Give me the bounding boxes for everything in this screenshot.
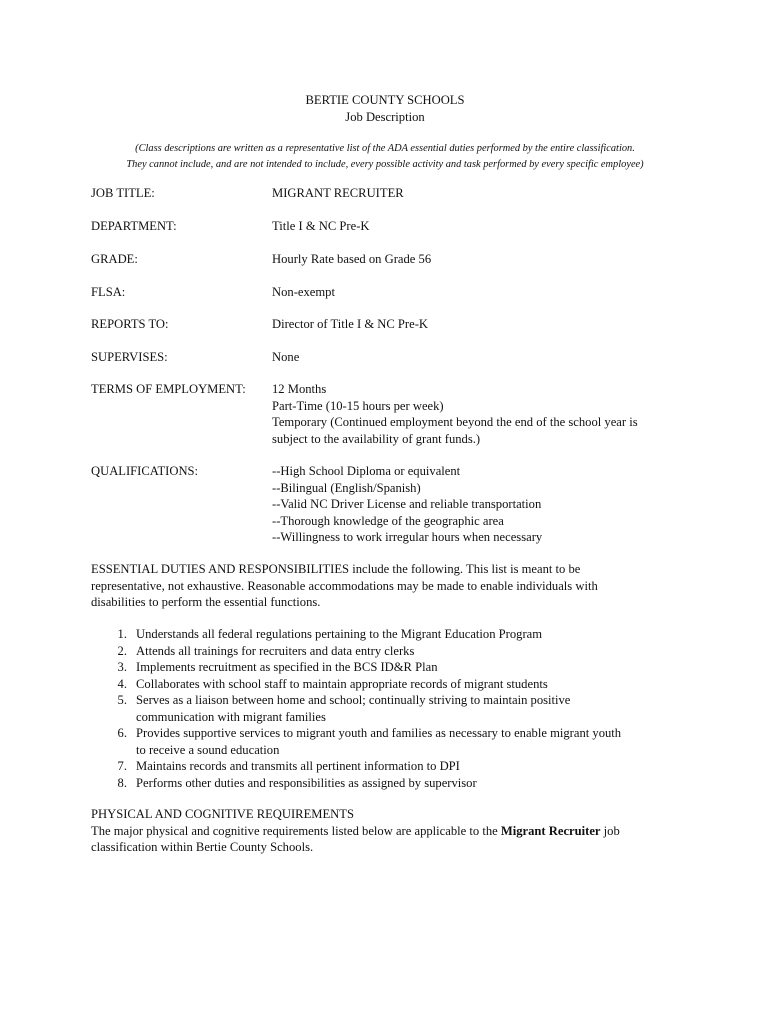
paragraph-line: disabilities to perform the essential functions.	[91, 595, 321, 609]
list-item	[91, 643, 691, 660]
list-item	[91, 626, 691, 643]
essential-duties-intro	[91, 561, 671, 611]
list-number: 5.	[117, 693, 127, 707]
paragraph-line: ESSENTIAL DUTIES AND RESPONSIBILITIES include the following. This list is meant to be	[91, 562, 581, 576]
list-item-text: Serves as a liaison between home and school; continually striving to maintain positive	[136, 693, 571, 707]
list-number: 6.	[117, 726, 127, 740]
list-item-text: Maintains records and transmits all pertinent information to DPI	[136, 759, 460, 773]
field-label: SUPERVISES:	[91, 350, 168, 364]
field-label: JOB TITLE:	[91, 186, 155, 200]
list-item	[91, 775, 691, 792]
list-item-text: communication with migrant families	[136, 709, 326, 724]
field-value	[272, 463, 692, 546]
list-item	[91, 676, 691, 693]
list-number: 2.	[117, 643, 127, 658]
qualification-item: --High School Diploma or equivalent	[272, 464, 461, 478]
field-label: REPORTS TO:	[91, 317, 169, 331]
paragraph-text: The major physical and cognitive requirements listed below are applicable to the	[91, 823, 501, 838]
qualification-item: --Thorough knowledge of the geographic area	[272, 513, 504, 528]
duties-list	[91, 626, 691, 791]
paragraph-text: job	[600, 823, 620, 838]
field-value: Director of Title I & NC Pre-K	[272, 317, 429, 331]
list-number: 3.	[117, 660, 127, 674]
list-number: 8.	[117, 775, 127, 790]
field-label: FLSA:	[91, 285, 126, 299]
field-label: QUALIFICATIONS:	[91, 464, 199, 478]
list-item-text: Collaborates with school staff to maintain appropriate records of migrant students	[136, 676, 548, 691]
field-value: None	[272, 350, 300, 364]
list-item	[91, 758, 691, 775]
list-item	[91, 692, 691, 725]
field-value	[272, 381, 692, 447]
list-item-text: Understands all federal regulations pertaining to the Migrant Education Program	[136, 627, 543, 641]
field-label: GRADE:	[91, 252, 138, 266]
qualification-item: --Willingness to work irregular hours when necessary	[272, 530, 543, 544]
list-number: 7.	[117, 759, 127, 773]
list-number: 4.	[117, 676, 127, 691]
document-type: Job Description	[345, 110, 425, 124]
list-item	[91, 659, 691, 676]
terms-line: Temporary (Continued employment beyond the end of the school year is	[272, 415, 638, 429]
qualification-item: --Bilingual (English/Spanish)	[272, 480, 421, 495]
paragraph-line	[91, 823, 671, 840]
terms-line: subject to the availability of grant funds.)	[272, 431, 481, 446]
terms-line: 12 Months	[272, 382, 327, 396]
terms-line: Part-Time (10-15 hours per week)	[272, 398, 444, 413]
paragraph-line: representative, not exhaustive. Reasonable accommodations may be made to enable individuals with	[91, 578, 598, 593]
list-item	[91, 725, 691, 758]
qualification-item: --Valid NC Driver License and reliable transportation	[272, 497, 542, 511]
section-heading: PHYSICAL AND COGNITIVE REQUIREMENTS	[91, 807, 354, 821]
paragraph-line: classification within Bertie County Schools.	[91, 840, 314, 854]
field-value: MIGRANT RECRUITER	[272, 186, 404, 200]
list-item-text: Provides supportive services to migrant youth and families as necessary to enable migrant youth	[136, 726, 622, 740]
field-value: Non-exempt	[272, 285, 335, 299]
list-number: 1.	[117, 627, 127, 641]
organization-name: BERTIE COUNTY SCHOOLS	[305, 93, 465, 107]
field-value: Hourly Rate based on Grade 56	[272, 252, 432, 266]
field-label: TERMS OF EMPLOYMENT:	[91, 382, 246, 396]
physical-cognitive-section	[91, 806, 671, 856]
disclaimer	[0, 141, 770, 173]
list-item-text: Implements recruitment as specified in the BCS ID&R Plan	[136, 660, 438, 674]
list-item-text: Performs other duties and responsibilities as assigned by supervisor	[136, 775, 477, 790]
disclaimer-line-2: They cannot include, and are not intended to include, every possible activity and task performed by every specific employee)	[126, 159, 644, 170]
job-title-emphasis: Migrant Recruiter	[500, 823, 601, 838]
list-item-text: to receive a sound education	[136, 742, 280, 757]
disclaimer-line-1: (Class descriptions are written as a representative list of the ADA essential duties performed by the entire classification.	[135, 143, 635, 154]
field-label: DEPARTMENT:	[91, 219, 177, 233]
field-value: Title I & NC Pre-K	[272, 219, 370, 233]
list-item-text: Attends all trainings for recruiters and data entry clerks	[136, 643, 415, 658]
